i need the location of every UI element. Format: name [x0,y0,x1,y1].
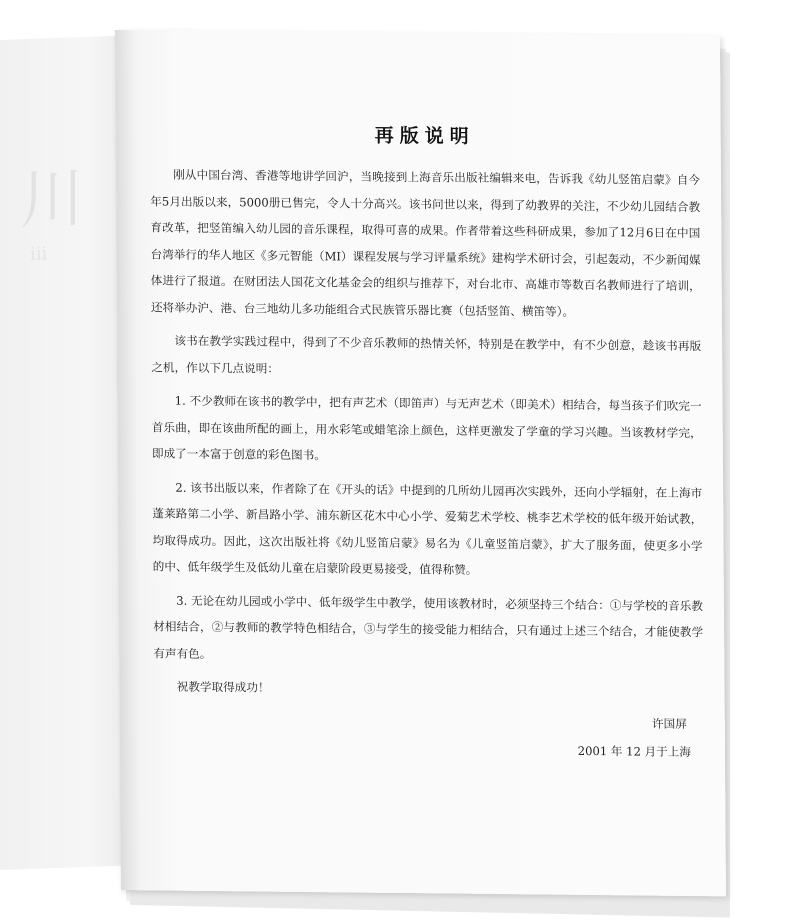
paragraph-intro: 刚从中国台湾、香港等地讲学回沪，当晚接到上海音乐出版社编辑来电，告诉我《幼儿竖笛启蒙》自今年5月出版以来，5000册已售完，令人十分高兴。该书问世以来，得到了幼教界的关注，不少幼儿园结合教育改革，把竖笛编入幼儿园的音乐课程，取得可喜的成果。作者带着这些科研成果，参加了12月6日在中国台湾举行的华人地区《多元智能（MI）课程发展与学习评量系统》建构学术研讨会，引起轰动，不少新闻媒体进行了报道。在财团法人国花文化基金会的组织与推荐下，对台北市、高雄市等数百名教师进行了培训，还将举办沪、港、台三地幼儿多功能组合式民族管乐器比赛（包括竖笛、横笛等）。 [150,167,701,319]
paragraph-preface: 该书在教学实践过程中，得到了不少音乐教师的热情关怀，特别是在教学中，有不少创意，趁该书再版之机，作以下几点说明： [151,333,702,376]
paragraph-point-2: 2. 该书出版以来，作者除了在《开头的话》中提到的几所幼儿园再次实践外，还向小学辐射，在上海市蓬莱路第二小学、新昌路小学、浦东新区花木中心小学、爱菊艺术学校、桃李艺术学校的低年级开始试教，均取得成功。因此，这次出版社将《幼儿竖笛启蒙》易名为《儿童竖笛启蒙》，扩大了服务面，使更多小学的中、低年级学生及低幼儿童在启蒙阶段更易接受，值得称赞。 [152,480,703,577]
page-title: 再版说明 [374,124,475,148]
paragraph-point-3: 3. 无论在幼儿园或小学中、低年级学生中教学，使用该教材时，必须坚持三个结合：①与学校的音乐教材相结合，②与教师的教学特色相结合，③与学生的接受能力相结合，只有通过上述三个结合，才能使教学有声有色。 [153,593,704,661]
book-page [115,30,726,896]
paragraph-point-1: 1. 不少教师在该书的教学中，把有声艺术（即笛声）与无声艺术（即美术）相结合，每当孩子们吹完一首乐曲，即在该曲所配的画上，用水彩笔或蜡笔涂上颜色，这样更激发了学童的学习兴趣。当该教材学完，即成了一本富于创意的彩色图书。 [151,393,702,463]
left-page-ghost-text: 川 [20,161,86,239]
left-page-ghost-text-small: iii [30,243,48,265]
page-content [150,118,704,705]
paragraph-closing: 祝教学取得成功！ [176,679,270,695]
date-line: 2001 年 12 月于上海 [577,743,692,760]
author-signature: 许国屏 [651,716,687,732]
